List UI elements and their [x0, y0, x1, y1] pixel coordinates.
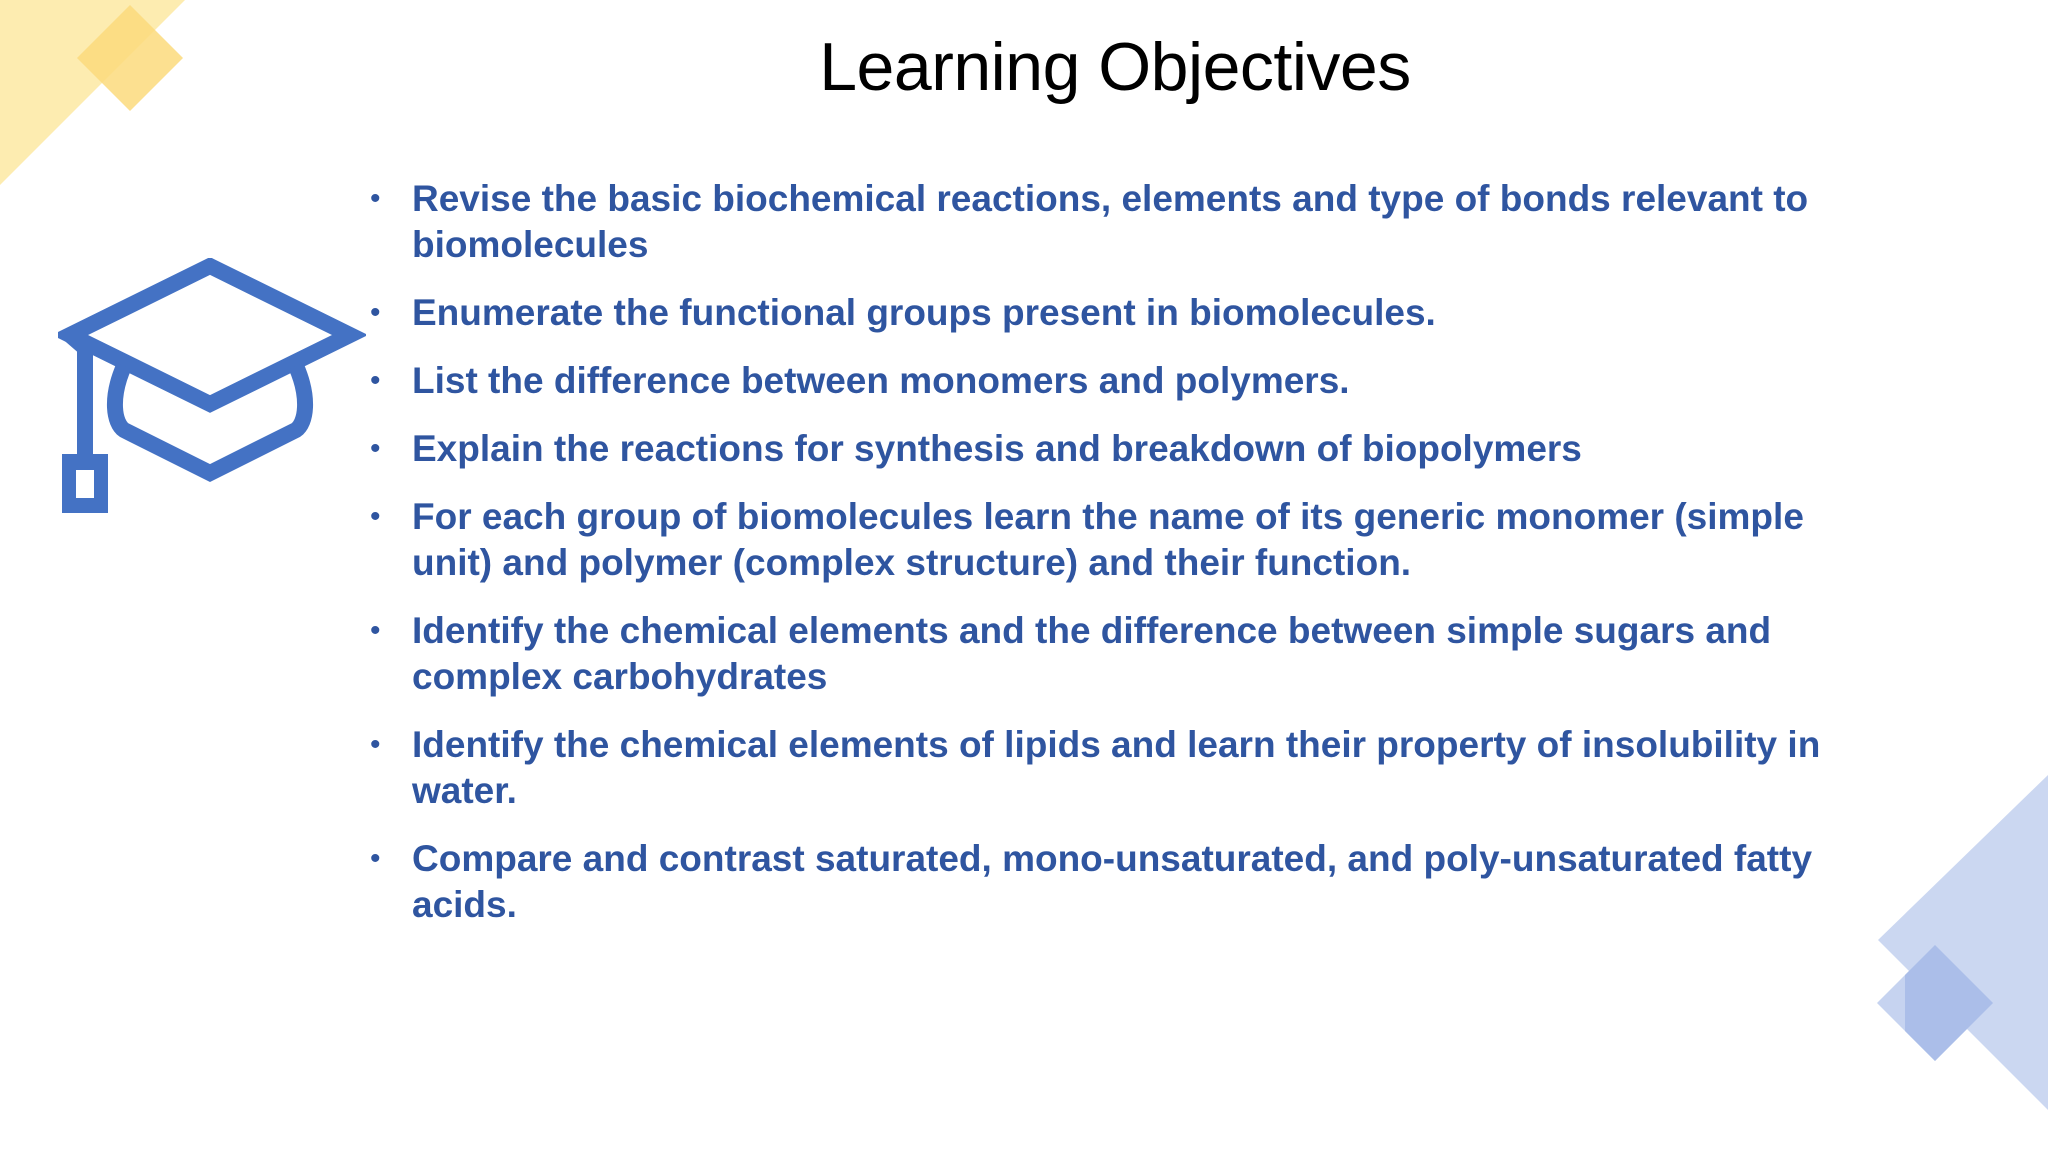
objective-text: Identify the chemical elements of lipids and learn their property of insolubility in water. — [412, 724, 1821, 811]
objective-item-4 — [370, 426, 1860, 472]
top-left-yellow-triangle — [0, 0, 185, 185]
bullet-icon: • — [370, 182, 381, 215]
objective-item-7 — [370, 722, 1860, 814]
graduation-cap-icon — [58, 258, 366, 518]
objective-item-1 — [370, 176, 1860, 268]
bullet-icon: • — [370, 842, 381, 875]
bottom-right-blue-triangle — [1878, 775, 2048, 1110]
bullet-icon: • — [370, 432, 381, 465]
objective-text: Compare and contrast saturated, mono-unsaturated, and poly-unsaturated fatty acids. — [412, 838, 1813, 925]
objective-text: For each group of biomolecules learn the name of its generic monomer (simple unit) and polymer (complex structure) and their function. — [412, 496, 1804, 583]
bullet-icon: • — [370, 614, 381, 647]
objective-text: Explain the reactions for synthesis and breakdown of biopolymers — [412, 428, 1582, 469]
objective-text: List the difference between monomers and polymers. — [412, 360, 1350, 401]
objective-text: Identify the chemical elements and the difference between simple sugars and complex carbohydrates — [412, 610, 1772, 697]
bullet-icon: • — [370, 364, 381, 397]
objective-item-8 — [370, 836, 1860, 928]
objective-item-5 — [370, 494, 1860, 586]
objective-item-6 — [370, 608, 1860, 700]
bullet-icon: • — [370, 296, 381, 329]
objective-item-3 — [370, 358, 1860, 404]
bullet-icon: • — [370, 500, 381, 533]
bullet-icon: • — [370, 728, 381, 761]
objectives-list — [370, 176, 1860, 950]
objective-item-2 — [370, 290, 1860, 336]
objective-text: Enumerate the functional groups present in biomolecules. — [412, 292, 1436, 333]
objective-text: Revise the basic biochemical reactions, elements and type of bonds relevant to biomolecules — [412, 178, 1809, 265]
slide-title: Learning Objectives — [819, 29, 1411, 105]
